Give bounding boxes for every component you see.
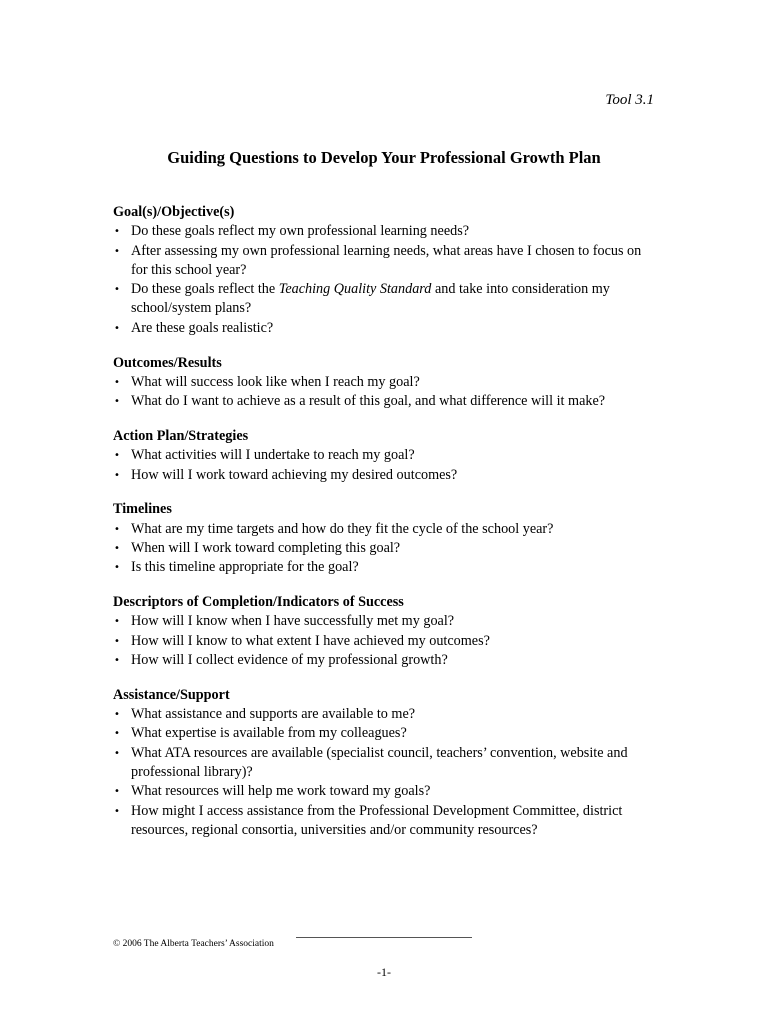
standard-title: Teaching Quality Standard (278, 281, 432, 298)
section-heading: Descriptors of Completion/Indicators of Success (113, 594, 404, 611)
question-section (113, 354, 658, 412)
question-text: and take into consideration my school/system plans? (131, 281, 610, 317)
bullet-icon: • (114, 616, 120, 628)
page-number: -1- (377, 965, 391, 979)
bullet-icon: • (114, 654, 120, 666)
bullet-icon: • (114, 226, 120, 238)
footer-divider (296, 937, 472, 938)
question-text: Do these goals reflect my own professional learning needs? (131, 223, 470, 240)
section-heading: Action Plan/Strategies (113, 427, 249, 444)
copyright-notice: © 2006 The Alberta Teachers’ Association (113, 939, 274, 949)
question-text: How will I know when I have successfully met my goal? (131, 613, 455, 630)
section-heading: Outcomes/Results (113, 354, 222, 371)
question-item (113, 222, 658, 241)
bullet-icon: • (114, 542, 120, 554)
bullet-icon: • (114, 728, 120, 740)
question-list (113, 222, 658, 338)
question-list (113, 520, 658, 578)
question-section (113, 427, 658, 485)
bullet-icon: • (114, 376, 120, 388)
question-item (113, 539, 658, 558)
question-text: When will I work toward completing this goal? (131, 539, 401, 556)
section-heading: Assistance/Support (113, 686, 230, 703)
question-text: What are my time targets and how do they fit the cycle of the school year? (131, 520, 554, 537)
question-item (113, 280, 658, 319)
question-list (113, 446, 658, 485)
question-item (113, 242, 658, 281)
bullet-icon: • (114, 245, 120, 257)
bullet-icon: • (114, 284, 120, 296)
question-text: How will I collect evidence of my professional growth? (131, 651, 448, 668)
document-title: Guiding Questions to Develop Your Professional Growth Plan (167, 148, 601, 167)
bullet-icon: • (114, 450, 120, 462)
question-text: Is this timeline appropriate for the goal? (131, 559, 359, 576)
section-heading: Goal(s)/Objective(s) (113, 204, 235, 220)
question-item (113, 373, 658, 392)
bullet-icon: • (114, 322, 120, 334)
question-item (113, 319, 658, 338)
question-item (113, 724, 658, 743)
question-text: What do I want to achieve as a result of this goal, and what difference will it make? (131, 393, 606, 410)
question-text: Do these goals reflect the (131, 281, 279, 298)
question-section (113, 500, 658, 577)
bullet-icon: • (114, 469, 120, 481)
question-item (113, 705, 658, 724)
question-text: Are these goals realistic? (131, 319, 274, 336)
bullet-icon: • (114, 396, 120, 408)
bullet-icon: • (114, 786, 120, 798)
question-list (113, 373, 658, 412)
question-item (113, 392, 658, 411)
question-section (113, 593, 658, 670)
question-text: After assessing my own professional learning needs, what areas have I chosen to focus on for this school year? (131, 242, 642, 278)
question-text: What ATA resources are available (specialist council, teachers’ convention, website and professional library)? (131, 744, 628, 780)
question-text: What will success look like when I reach my goal? (131, 373, 420, 390)
question-item (113, 744, 658, 783)
question-item (113, 802, 658, 841)
bullet-icon: • (114, 747, 120, 759)
question-item (113, 520, 658, 539)
question-text: How will I know to what extent I have achieved my outcomes? (131, 632, 490, 649)
question-item (113, 612, 658, 631)
question-item (113, 558, 658, 577)
question-section (113, 203, 658, 338)
question-list (113, 705, 658, 840)
question-text: How might I access assistance from the Professional Development Committee, district resources, regional consortia, universities and/or community resources? (131, 802, 623, 838)
question-item (113, 782, 658, 801)
question-section (113, 686, 658, 840)
bullet-icon: • (114, 562, 120, 574)
question-item (113, 651, 658, 670)
question-item (113, 446, 658, 465)
bullet-icon: • (114, 709, 120, 721)
question-list (113, 612, 658, 670)
bullet-icon: • (114, 805, 120, 817)
tool-label: Tool 3.1 (605, 92, 654, 108)
bullet-icon: • (114, 523, 120, 535)
question-text: What resources will help me work toward my goals? (131, 783, 431, 800)
question-item (113, 632, 658, 651)
question-sections (113, 203, 658, 856)
section-heading: Timelines (113, 501, 172, 518)
question-text: What assistance and supports are available to me? (131, 706, 416, 723)
question-text: What activities will I undertake to reach my goal? (131, 447, 415, 464)
question-text: How will I work toward achieving my desired outcomes? (131, 466, 458, 483)
question-item (113, 466, 658, 485)
question-text: What expertise is available from my colleagues? (131, 725, 407, 742)
bullet-icon: • (114, 635, 120, 647)
